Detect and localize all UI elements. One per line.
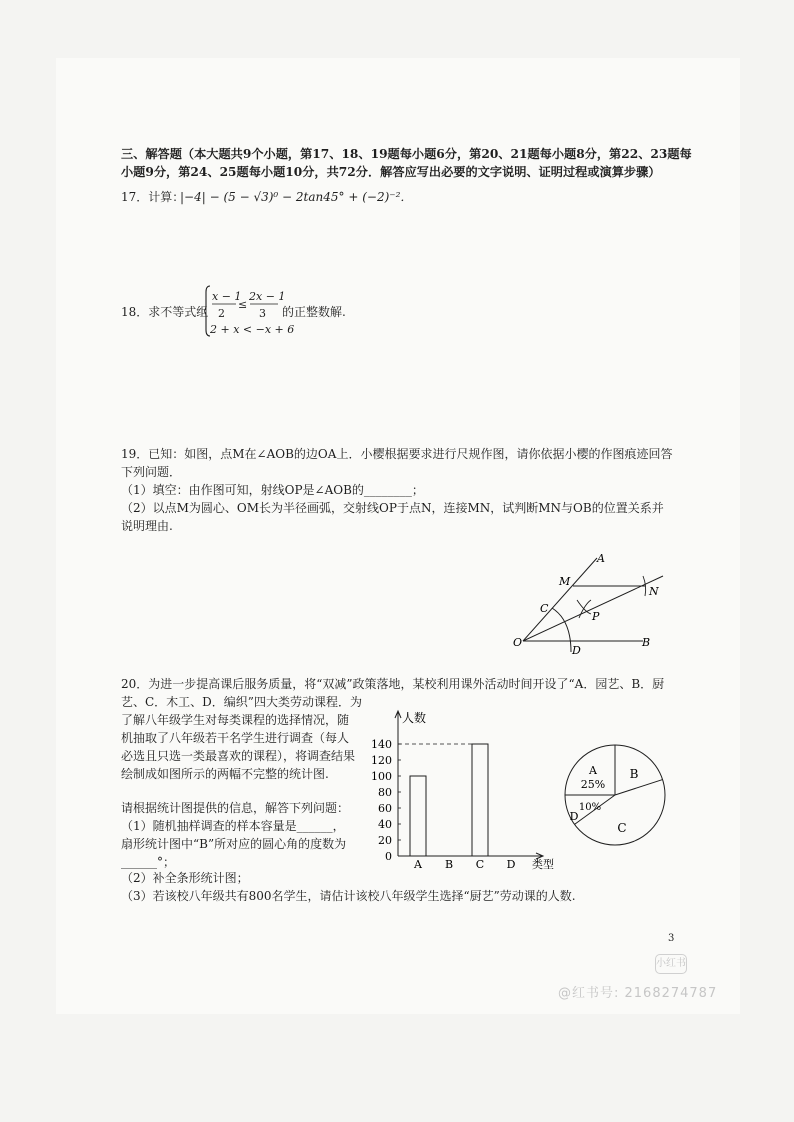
q19-geometry-figure xyxy=(505,548,680,658)
section-header-line1: 三、解答题（本大题共9个小题，第17、18、19题每小题6分，第20、21题每小题8分，第22、23题每 xyxy=(121,147,692,161)
x-tick-label: D xyxy=(506,858,516,871)
y-tick-label: 20 xyxy=(378,834,392,847)
label-P: P xyxy=(592,610,600,623)
label-A: A xyxy=(597,552,605,565)
pie-slice-label-B: B xyxy=(629,767,639,781)
label-B: B xyxy=(642,636,651,649)
q19-line1: 19．已知：如图，点M在∠AOB的边OA上．小樱根据要求进行尺规作图，请你依据小樱的作图痕迹回答 xyxy=(121,447,673,461)
label-D: D xyxy=(572,644,581,657)
x-axis-label: 类型 xyxy=(532,858,554,871)
q20-line12: （3）若该校八年级共有800名学生，请估计该校八年级学生选择“厨艺”劳动课的人数. xyxy=(121,889,576,903)
q18-ineq1-op: ≤ xyxy=(238,298,248,311)
q18-ineq2: 2 + x < −x + 6 xyxy=(210,323,295,336)
section-header-line2: 小题9分，第24、25题每小题10分，共72分．解答应写出必要的文字说明、证明过程或演算步骤） xyxy=(121,165,661,179)
y-tick-label: 120 xyxy=(371,754,392,767)
label-C: C xyxy=(540,602,549,615)
y-tick-label: 80 xyxy=(378,786,392,799)
q19-line4: （2）以点M为圆心、OM长为半径画弧，交射线OP于点N，连接MN，试判断MN与OB的位置关系并 xyxy=(121,501,664,515)
q19-line2: 下列问题． xyxy=(121,465,182,479)
q20-line2: 艺、C．木工、D．编织”四大类劳动课程．为 xyxy=(121,695,362,709)
q20-line10: ______°； xyxy=(121,855,176,869)
q20-line4: 机抽取了八年级若干名学生进行调查（每人 xyxy=(121,731,350,745)
q20-line7: 请根据统计图提供的信息，解答下列问题： xyxy=(121,801,350,815)
label-O: O xyxy=(513,636,523,649)
q17-expression: |−4| − (5 − √3)⁰ − 2tan45° + (−2)⁻²． xyxy=(180,190,413,204)
q20-line5: 必选且只选一类最喜欢的课程），将调查结果 xyxy=(121,749,356,763)
bar-C xyxy=(472,744,488,856)
y-tick-label: 140 xyxy=(371,738,392,751)
q20-line1: 20．为进一步提高课后服务质量，将“双减”政策落地，某校利用课外活动时间开设了“A．园艺、B．厨 xyxy=(121,677,665,691)
q18-tail: 的正整数解. xyxy=(282,305,346,319)
q19-line3: （1）填空：由作图可知，射线OP是∠AOB的________； xyxy=(121,483,424,497)
y-tick-label: 60 xyxy=(378,802,392,815)
pie-slice-pct-D: 10% xyxy=(578,802,602,813)
y-tick-label: 100 xyxy=(371,770,392,783)
y-axis-label: 人数 xyxy=(402,711,427,725)
x-tick-label: B xyxy=(444,858,454,871)
q18-ineq1-left-den: 2 xyxy=(218,307,225,320)
q18-ineq1-right-den: 3 xyxy=(259,307,266,320)
bar-chart xyxy=(360,706,560,872)
pie-slice-label-D: D xyxy=(569,810,579,823)
q20-line9: 扇形统计图中“B”所对应的圆心角的度数为 xyxy=(121,837,347,851)
x-tick-label: C xyxy=(475,858,485,871)
q19-line5: 说明理由. xyxy=(121,519,173,533)
watermark-logo: 小红书 xyxy=(655,954,687,974)
y-tick-label: 0 xyxy=(385,850,392,863)
q20-line11: （2）补全条形统计图； xyxy=(121,871,249,885)
pie-chart xyxy=(560,740,670,850)
label-N: N xyxy=(649,585,659,598)
q20-line6: 绘制成如图所示的两幅不完整的统计图. xyxy=(121,767,329,781)
pie-slice-boundary-2 xyxy=(615,780,663,795)
q17-number: 17．计算： xyxy=(121,190,185,204)
watermark: @红书号: 2168274787 xyxy=(558,986,718,1001)
q18-ineq1-right-num: 2x − 1 xyxy=(249,290,286,303)
pie-slice-label-C: C xyxy=(617,821,627,835)
pie-slice-pct-A: 25% xyxy=(580,778,606,791)
q20-line3: 了解八年级学生对每类课程的选择情况，随 xyxy=(121,713,350,727)
label-M: M xyxy=(559,575,571,588)
q20-line8: （1）随机抽样调查的样本容量是______， xyxy=(121,819,345,833)
q18-ineq1-left-num: x − 1 xyxy=(212,290,242,303)
bar-A xyxy=(410,776,426,856)
x-tick-label: A xyxy=(414,858,422,871)
q18-number: 18．求不等式组 xyxy=(121,305,209,319)
page-number: 3 xyxy=(668,933,675,944)
y-tick-label: 40 xyxy=(378,818,392,831)
pie-slice-label-A: A xyxy=(589,764,597,777)
